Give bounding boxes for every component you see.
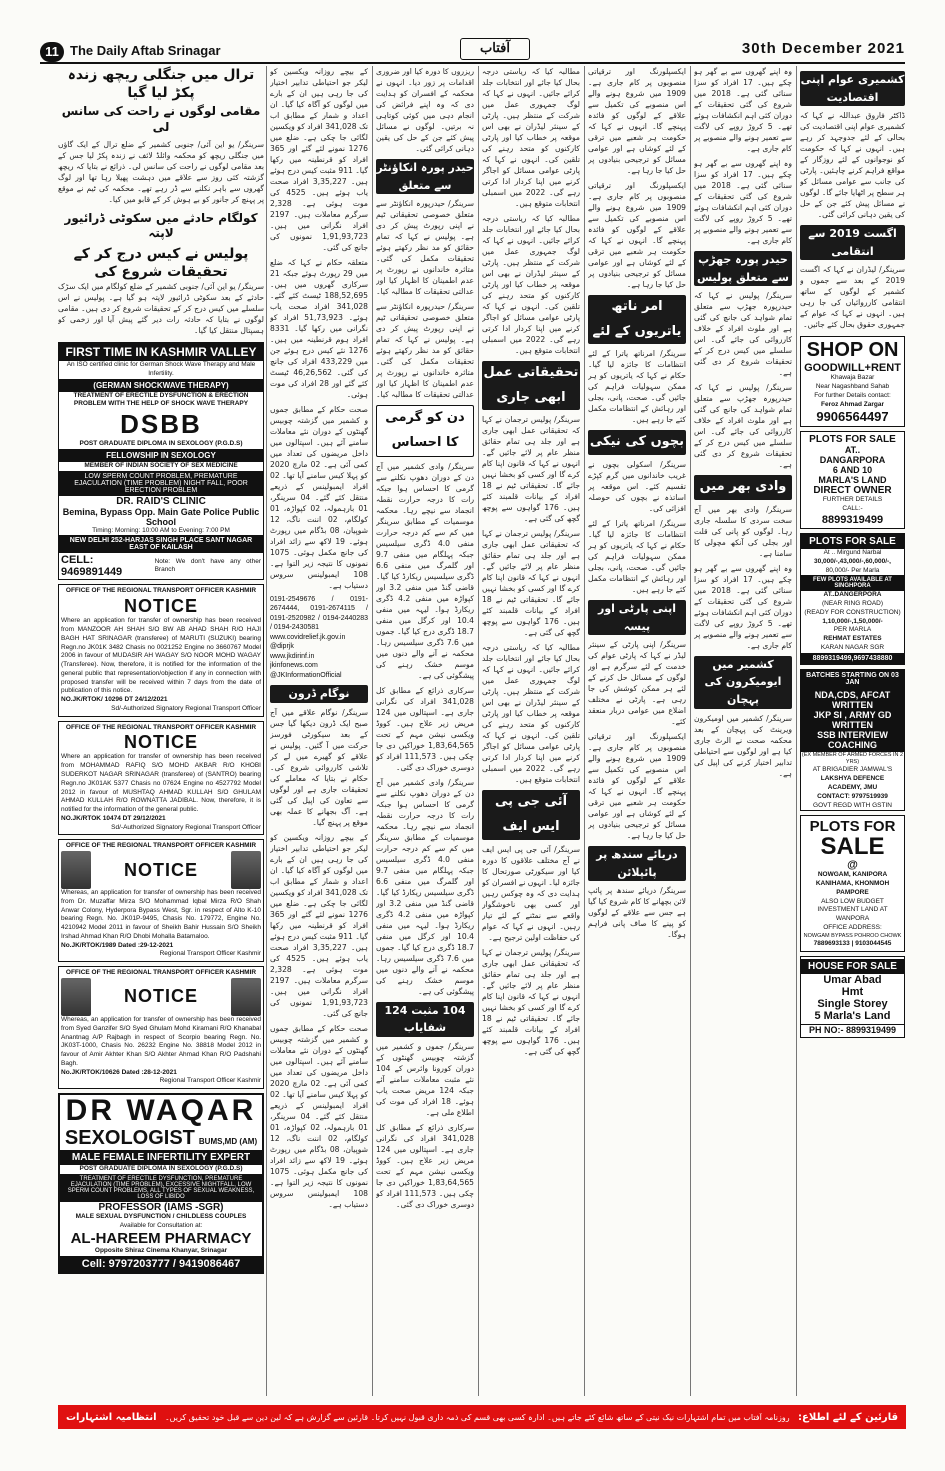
house-sale-ad <box>800 956 905 1038</box>
story-body: سرینگر/ وادی بھر میں آج سخت سردی کا سلسلہ جاری رہا۔ لوگوں کو پانی کی قلت اور بجلی کی آنکھ مچولی کا سامنا ہے۔ <box>694 504 792 558</box>
story-body: وہ اپنے گھروں سے بے گھر ہو چکے ہیں۔ 17 افراد کو سزا سنائی گئی ہے۔ 2018 میں شروع کی گئی تحقیقات کے دوران کئی اہم انکشافات ہوئے تھے۔ 5 کروڑ روپے کی لاگت سے تعمیر ہونے والے منصوبے پر کام جاری ہے۔ <box>694 67 792 153</box>
story-body: سرینگر/ یو این آئی/ جنوبی کشمیر کے ضلع ترال کے ایک گاؤں میں جنگلی ریچھ کو محکمہ وائلڈ لائف نے زندہ پکڑ لیا جس کے بعد مقامی لوگوں نے راحت کی سانس لی۔ ذرائع نے بتایا کہ ریچھ گزشتہ کئی روز سے علاقے میں دہشت پھیلا رہا تھا اور لوگ گھروں سے باہر نکلنے سے ڈر رہے تھے۔ محکمہ کی ٹیم نے موقع پر پہنچ کر جانور کو بے ہوش کر کے قابو میں کیا۔ <box>58 139 264 204</box>
notice-body: Whereas, an application for transfer of ownership has been received from Syed Ganzifer S/O Syed Ghulam Mohd Kiramani R/O Khanabal Anantnag A/P Rajbagh in respect of Scorpio bearing Regn. No. JK03T-1000, Chasis No. 26232 Engine No. 38818 Model 2012 in favour of Amir Akhter Khan S/O Akhter Ahmad Khan R/O Padshahi Bagh. <box>61 1015 261 1067</box>
notice-body: Whereas, an application for transfer of ownership has been received from Dr. Muzaffar Mirza S/O Mohammad Iqbal Mirza R/O Shah Anwar Colony, Hyderpora Bypass West, Sgr. in respect of Alto K-10 bearing Regn. No. JK01P-9495, Chasis No. 179772, Engine No. 4210942 Model 2011 in favour of Sheikh Bahir Hussain S/O Sheikh Irshad Ahmad Khan R/O Dhobi Mohalla Batamaloo. <box>61 889 261 940</box>
clinic-cell: CELL: 9469891449 <box>61 554 123 579</box>
clinic-note: Note: We don't have any other Branch <box>154 557 261 574</box>
section-header: حیدر پورہ انکاؤنٹر سے متعلق <box>376 159 474 194</box>
section-header: تحقیقاتی عمل ابھی جاری <box>482 361 580 410</box>
column-rule <box>372 66 373 1396</box>
notice-ad <box>58 584 264 716</box>
column-rule <box>796 66 797 1396</box>
story-body: سرینگر/ لیڈران نے کہا کہ اگست 2019 کے بعد سے جموں و کشمیر کے لوگوں کے ساتھ انتقامی کارروائیاں کی جا رہی ہیں۔ انہوں نے کہا کہ عوام کے جمہوری حقوق بحال کئے جائیں۔ <box>800 265 905 330</box>
nda-courses <box>801 688 904 752</box>
column-rule <box>266 66 267 1396</box>
nda-phone: CONTACT: 9797519939 <box>817 792 888 800</box>
footer-label: قارئین کے لئے اطلاع: <box>798 1411 898 1423</box>
story-body: سرینگر/ پولیس ترجمان نے کہا کہ تحقیقاتی عمل ابھی جاری ہے اور جلد ہی تمام حقائق منظر عام پر لائے جائیں گے۔ انہوں نے کہا کہ قانون اپنا کام کرے گا اور کسی کو بخشا نہیں جائے گا۔ تحقیقاتی ٹیم نے 18 افراد کے بیانات قلمبند کئے ہیں۔ 176 گواہوں سے پوچھ گچھ کی گئی ہے۔ <box>482 529 580 638</box>
plots-ad-line: KANIHAMA, KHONMOH <box>815 880 890 888</box>
story-body: سرکاری ذرائع کے مطابق کل 341,028 افراد کی نگرانی جاری ہے۔ اسپتالوں میں 124 مریض زیر علاج ہیں۔ کووڈ ویکسی نیشن مہم کے تحت 1,83,64,565 خوراکیں دی جا چکی ہیں۔ 111,573 افراد کو دوسری خوراک دی گئی۔ <box>376 685 474 772</box>
waqar-title-row <box>60 1127 262 1150</box>
plots-ad-line: At .. Mirgund Narbal <box>823 548 882 556</box>
section-header: دریائے سندھ پر پائپلائن <box>588 846 686 881</box>
paper-title: The Daily Aftab Srinagar <box>70 43 221 58</box>
page-header <box>40 38 905 64</box>
masthead-logo: آفتاب <box>460 38 530 60</box>
nda-line: LAKSHYA DEFENCE <box>820 775 885 783</box>
shop-ad-line: Feroz Ahmad Zargar <box>821 400 884 408</box>
notice-ref: NO.JK/RTOK/ 10296 DT 24/12/2021 <box>61 696 168 704</box>
plots-ad-phone: 8899319499,9697438880 <box>801 653 904 664</box>
plots-ad-line: 30,000/-,43,000/-,60,000/-, <box>814 557 891 565</box>
waqar-expert: MALE FEMALE INFERTILITY EXPERT <box>60 1150 262 1165</box>
notice-ref: No.JK/RTOK/1989 Dated :29-12-2021 <box>61 941 174 949</box>
plots-ad-line: AT..DANGERPORA <box>823 591 882 599</box>
story-body: سرینگر/ پولیس نے کہا کہ حیدرپورہ جھڑپ سے متعلق تمام شواہد کی جانچ کی گئی ہے اور ملوث افراد کے خلاف کارروائی کی جائے گی۔ اس سلسلے میں کیس درج کر کے تحقیقات شروع کر دی گئی ہے۔ <box>694 291 792 378</box>
plots-ad-title: PLOTS FOR <box>809 818 896 836</box>
plots-ad-line: REHMAT ESTATES <box>823 635 882 643</box>
notice-title: NOTICE <box>123 732 198 753</box>
plots-ad <box>800 533 905 665</box>
waqar-degree: BUMS,MD (AM) <box>198 1137 258 1147</box>
story-body: سرینگر/ دریائے سندھ پر پائپ لائن بچھانے کا کام شروع کیا گیا ہے جس سے علاقے کے لوگوں کو پینے کا صاف پانی فراہم ہوگا۔ <box>588 886 686 940</box>
waqar-avail: Available for Consultation at: <box>119 1221 203 1229</box>
story-body: وہ اپنے گھروں سے بے گھر ہو چکے ہیں۔ 17 افراد کو سزا سنائی گئی ہے۔ 2018 میں شروع کی گئی تحقیقات کے دوران کئی اہم انکشافات ہوئے تھے۔ 5 کروڑ روپے کی لاگت سے تعمیر ہونے والے منصوبے پر کام جاری ہے۔ <box>694 159 792 245</box>
section-header: دن کو گرمی کا احساس <box>376 405 474 456</box>
plots-ad-line: NOWGAM BYPASS POHROO CHOWK <box>803 932 902 939</box>
notice-ref: No.JK/RTOK/10626 Dated :28-12-2021 <box>61 1068 177 1076</box>
plots-ad-line: AT.. <box>844 445 861 456</box>
clinic-logo: DSBB <box>120 409 202 440</box>
notice-office: OFFICE OF THE REGIONAL TRANSPORT OFFICER KASHMIR <box>65 969 257 977</box>
plots-ad-line: INVESTMENT LAND AT WANPORA <box>817 906 888 923</box>
section-header: آئی جی پی ایس ایف <box>482 790 580 839</box>
nda-line: GOVT REGD WITH GSTIN <box>813 801 892 809</box>
story-body: سرینگر/ حیدرپورہ انکاؤنٹر سے متعلق خصوصی تحقیقاتی ٹیم نے اپنی رپورٹ پیش کر دی ہے۔ پولیس نے کہا کہ تمام حقائق کو مد نظر رکھتے ہوئے تحقیقات مکمل کی گئی۔ متاثرہ خاندانوں نے رپورٹ پر عدم اطمینان کا اظہار کیا اور عدالتی تحقیقات کا مطالبہ کیا۔ <box>376 199 474 297</box>
story-body: ڈاکٹر فاروق عبداللہ نے کہا کہ کشمیری عوام اپنی اقتصادیت کی بحالی کے لئے جدوجہد کر رہے ہیں۔ انہوں نے کہا کہ حکومت کو نوجوانوں کے لئے روزگار کے مواقع فراہم کرنے چاہئیں۔ پارٹی کی جانب سے عوامی مسائل کو ہر سطح پر اٹھایا جائے گا۔ لوگوں نے مسائل پیش کئے جن کے حل کی یقین دہانی کرائی گئی۔ <box>800 111 905 220</box>
clinic-ad-line: FELLOWSHIP IN SEXOLOGY <box>59 449 263 462</box>
story-body: سرینگر/ حیدرپورہ انکاؤنٹر سے متعلق خصوصی تحقیقاتی ٹیم نے اپنی رپورٹ پیش کر دی ہے۔ پولیس نے کہا کہ تمام حقائق کو مد نظر رکھتے ہوئے تحقیقات مکمل کی گئی۔ متاثرہ خاندانوں نے رپورٹ پر عدم اطمینان کا اظہار کیا اور عدالتی تحقیقات کا مطالبہ کیا۔ <box>376 302 474 400</box>
waqar-dys: MALE SEXUAL DYSFUNCTION / CHILDLESS COUPLES <box>75 1212 247 1220</box>
plots-ad-title: PLOTS FOR SALE <box>809 434 896 446</box>
story-body: ریزروں کا دورہ کیا اور ضروری اقدامات پر زور دیا۔ انہوں نے محکمہ کے افسران کو ہدایت دی کہ وہ اپنے فرائض کی انجام دہی میں کوئی کوتاہی نہ برتیں۔ لوگوں نے مسائل پیش کئے جن کے حل کی یقین دہانی کرائی گئی۔ <box>376 67 474 153</box>
notice-title: NOTICE <box>123 596 198 617</box>
notice-ad <box>58 966 264 1089</box>
story-body: مطالبہ کیا کہ ریاستی درجہ بحال کیا جائے اور انتخابات جلد کرائے جائیں۔ انہوں نے کہا کہ لوگ جمہوری عمل میں شرکت کے منتظر ہیں۔ پارٹی کے سینئر لیڈران نے بھی اس موقعہ پر خطاب کیا اور پارٹی کارکنوں کو متحد رہنے کی تلقین کی۔ انہوں نے کہا کہ پارٹی عوامی مسائل کو اجاگر کرنے میں اپنا کردار ادا کرتی رہے گی۔ 2022 میں اسمبلی انتخابات متوقع ہیں۔ <box>482 67 580 208</box>
story-body: ایکسپلورنگ اور ترقیاتی منصوبوں پر کام جاری ہے۔ 1909 میں شروع ہونے والے اس منصوبے کی تکمیل سے علاقے کے لوگوں کو فائدہ پہنچے گا۔ انہوں نے کہا کہ حکومت ہر شعبے میں ترقی کے لئے کوشاں ہے اور عوامی مسائل کو ترجیحی بنیادوں پر حل کیا جا رہا ہے۔ <box>588 181 686 289</box>
issue-date: 30th December 2021 <box>741 40 905 57</box>
waqar-cell: Cell: 9797203777 / 9419086467 <box>60 1256 262 1272</box>
clinic-delhi: NEW DELHI 252-HARJAS SINGH PLACE SANT NAGAR EAST OF KAILASH <box>59 535 263 553</box>
plots-ad-line: PER MARLA <box>833 626 872 634</box>
story-body: سرینگر/ اپنی پارٹی کے سینئر لیڈر نے کہا کہ پارٹی عوام کی خدمت کے لئے سرگرم ہے اور لوگوں کے مسائل حل کرنے کے لئے ہر ممکن کوشش کی جا رہی ہے۔ پارٹی نے مختلف اضلاع میں عوامی دربار منعقد کئے۔ <box>588 640 686 727</box>
story-body: ایکسپلورنگ اور ترقیاتی منصوبوں پر کام جاری ہے۔ 1909 میں شروع ہونے والے اس منصوبے کی تکمیل سے علاقے کے لوگوں کو فائدہ پہنچے گا۔ انہوں نے کہا کہ حکومت ہر شعبے میں ترقی کے لئے کوشاں ہے اور عوامی مسائل کو ترجیحی بنیادوں پر حل کیا جا رہا ہے۔ <box>588 67 686 175</box>
house-ad-line: Single Storey <box>817 997 888 1010</box>
plots-sale-ad <box>800 815 905 952</box>
shop-ad-phone: 9906564497 <box>816 409 889 425</box>
column-2 <box>270 66 368 1401</box>
plots-ad-line: NOWGAM, KANIPORA <box>817 871 888 879</box>
notice-office: OFFICE OF THE REGIONAL TRANSPORT OFFICER KASHMIR <box>65 723 257 731</box>
plots-ad-title: SALE <box>820 833 885 861</box>
story-body: ایکسپلورنگ اور ترقیاتی منصوبوں پر کام جاری ہے۔ 1909 میں شروع ہونے والے اس منصوبے کی تکمیل سے علاقے کے لوگوں کو فائدہ پہنچے گا۔ انہوں نے کہا کہ حکومت ہر شعبے میں ترقی کے لئے کوشاں ہے اور عوامی مسائل کو ترجیحی بنیادوں پر حل کیا جا رہا ہے۔ <box>588 732 686 841</box>
section-header: امر ناتھ یاتریوں کے لئے <box>588 295 686 344</box>
plots-ad-line: ALSO LOW BUDGET <box>821 897 884 905</box>
notice-body: Where an application for transfer of ownership has been received from MOHAMMAD RAFIQ S/O MOHD AKBAR R/O KHOBI SUDERKOT NAGAR SRINAGAR (transferee) of (SANTRO) bearing Regn.no JK01AK 5377 Chasis no 07624 Engine no 4527792 Model 2012 in favour of MUSHTAQ AHMAD KULLAH S/O GHULAM AHMAD KULLAH R/O ROWNATTA JADIBAL. Now, therefore, it is notified for the information of the general public. <box>61 753 261 814</box>
nda-line: SSB INTERVIEW COACHING <box>817 729 888 750</box>
story-body: صحت حکام کے مطابق جموں و کشمیر میں گزشتہ چوبیس گھنٹوں کے دوران نئے معاملات سامنے آئے ہیں۔ اسپتالوں میں داخل مریضوں کی تعداد میں کمی آئی ہے۔ 02 مارچ 2020 کو پہلا کیس سامنے آیا تھا۔ 02 افراد ایمبولینس کے ذریعے منتقل کئے گئے۔ 04 سرینگر، 01 بارہمولہ، 02 کپواڑہ، 01 کولگام، 02 اننت ناگ، 12 شوپیان، 08 بڈگام میں رپورٹ ہوئے۔ 19 لاکھ سے زائد افراد کی جانچ مکمل ہوئی۔ 1075 نمونوں کا نتیجہ زیر التوا ہے۔ 108 ایمبولینس سروس دستیاب ہے۔ <box>270 1023 368 1209</box>
notice-title: NOTICE <box>123 859 198 880</box>
shop-ad <box>800 336 905 427</box>
story-body: مطالبہ کیا کہ ریاستی درجہ بحال کیا جائے اور انتخابات جلد کرائے جائیں۔ انہوں نے کہا کہ لوگ جمہوری عمل میں شرکت کے منتظر ہیں۔ پارٹی کے سینئر لیڈران نے بھی اس موقعہ پر خطاب کیا اور پارٹی کارکنوں کو متحد رہنے کی تلقین کی۔ انہوں نے کہا کہ پارٹی عوامی مسائل کو اجاگر کرنے میں اپنا کردار ادا کرتی رہے گی۔ 2022 میں اسمبلی انتخابات متوقع ہیں۔ <box>482 643 580 785</box>
clinic-address: Bemina, Bypass Opp. Main Gate Police Public School <box>62 506 260 527</box>
section-header: نوگام ڈرون <box>270 685 368 703</box>
applicant-photo <box>61 978 91 1016</box>
footer-banner <box>58 1405 906 1429</box>
section-header: اپنی پارٹی اور پیسہ <box>588 600 686 635</box>
shop-ad-line: GOODWILL+RENT <box>804 362 901 375</box>
notice-body: Where an application for transfer of ownership has been received from MANZOOR AH SHAH S/O BW AB AHAD SHAH R/O HAJI BAGH HAT SRINAGAR (transferee) of MARUTI (SUZUKI) bearing Regn.no JK01K 3482 Chasis no 0021252 Engine no 3660767 Model 2006 in favour of MUDASIR AH WAGAY S/O NOOR MOHD WAGAY (Transferee). Now, therefore, it is notified for the information of the general public that representation/objection if any in connection with proposed transfer will be received within 7 days from the date of publication of this notice. <box>61 617 261 695</box>
story-body: سرینگر/ اسکولی بچوں نے غریب خاندانوں میں گرم کپڑے تقسیم کئے۔ اس موقعہ پر اساتذہ نے بچوں کی حوصلہ افزائی کی۔ <box>588 460 686 514</box>
clinic-ad-line: LOW SPERM COUNT PROBLEM, PREMATURE EJACULATION (TIME PROBLEM) NIGHT FALL, POOR ERECTION PROBLEM <box>59 471 263 496</box>
section-header: بچوں کی نیکی <box>588 430 686 455</box>
nda-line: (EX MEMBER OF ARMED FORCES IN 2 YRS) <box>801 751 904 766</box>
story-headline: ترال میں جنگلی ریچھ زندہ پکڑ لیا گیا <box>67 67 255 102</box>
plots-ad-line: 80,000/- Per Marla <box>825 566 880 574</box>
clinic-ad-line: (GERMAN SHOCKWAVE THERAPY) <box>59 379 263 392</box>
notice-title-row <box>61 978 261 1016</box>
story-body: سرینگر/ وادی کشمیر میں آج دن کے دوران دھوپ نکلنے سے گرمی کا احساس ہوا جبکہ رات کا درجہ حرارت نقطہ انجماد سے نیچے رہا۔ محکمہ موسمیات کے مطابق سرینگر میں کم سے کم درجہ حرارت منفی 4.0 ڈگری سیلسیس جبکہ پہلگام میں منفی 9.7 اور گلمرگ میں منفی 6.6 ڈگری سیلسیس ریکارڈ کیا گیا۔ قاضی گنڈ میں منفی 3.2 اور کپواڑہ میں منفی 4.2 ڈگری ریکارڈ ہوا۔ لیہہ میں منفی 10.4 اور کرگل میں منفی 18.7 ڈگری درج کیا گیا۔ جموں میں 7.6 ڈگری سیلسیس رہا۔ محکمہ نے آنے والے دنوں میں موسم خشک رہنے کی پیشگوئی کی ہے۔ <box>376 461 474 680</box>
house-ad-line: Umar Abad <box>823 973 882 986</box>
section-header: وادی بھر میں <box>694 475 792 500</box>
covid-relief-link[interactable]: www.covidrelief.jk.gov.in <box>270 633 346 641</box>
section-header: 104 مثبت 124 شفایاب <box>376 1002 474 1037</box>
plots-ad-line: KARAN NAGAR SGR <box>820 643 885 651</box>
story-subheadline: پولیس نے کیس درج کر کے تحقیقات شروع کی <box>73 245 249 280</box>
at-symbol: @ <box>847 859 858 872</box>
story-body: سرینگر/ نوگام علاقے میں آج صبح ایک ڈرون دیکھا گیا جس کے بعد سیکورٹی فورسز حرکت میں آ گئیں۔ پولیس نے علاقے کو گھیرے میں لے کر تلاشی کارروائی شروع کی۔ حکام نے بتایا کہ معاملے کی تحقیقات جاری ہے اور لوگوں سے تعاون کی اپیل کی گئی ہے۔ آگ بجھانے کا عملہ بھی موقع پر پہنچ گیا۔ <box>270 707 368 827</box>
notice-ad <box>58 839 264 962</box>
notice-office: OFFICE OF THE REGIONAL TRANSPORT OFFICER KASHMIR <box>65 842 257 850</box>
footer-disclaimer: روزنامہ آفتاب میں تمام اشتہارات نیک نیتی کے ساتھ شائع کئے جاتے ہیں۔ ادارہ کسی بھی قسم کی ذمہ داری قبول نہیں کرتا۔ قارئین سے گزارش ہے کہ لین دین سے قبل خود تحقیق کریں۔ <box>164 1412 790 1422</box>
clinic-ad-line: MEMBER OF INDIAN SOCIETY OF SEX MEDICINE <box>84 461 238 469</box>
story-body: صحت حکام کے مطابق جموں و کشمیر میں گزشتہ چوبیس گھنٹوں کے دوران نئے معاملات سامنے آئے ہیں۔ اسپتالوں میں داخل مریضوں کی تعداد میں کمی آئی ہے۔ 02 مارچ 2020 کو پہلا کیس سامنے آیا تھا۔ 02 افراد ایمبولینس کے ذریعے منتقل کئے گئے۔ 04 سرینگر، 01 بارہمولہ، 02 کپواڑہ، 01 کولگام، 02 اننت ناگ، 12 شوپیان، 08 بڈگام میں رپورٹ ہوئے۔ 19 لاکھ سے زائد افراد کی جانچ مکمل ہوئی۔ 1075 نمونوں کا نتیجہ زیر التوا ہے۔ 108 ایمبولینس سروس دستیاب ہے۔ <box>270 405 368 590</box>
column-rule <box>690 66 691 1396</box>
plots-ad-line: 1,10,000/-,1,50,000/- <box>822 617 883 625</box>
house-ad-line: 5 Marla's Land <box>814 1009 891 1022</box>
defence-academy-ad <box>800 669 905 812</box>
story-body: سرینگر/ آئی جی پی ایس ایف نے آج مختلف علاقوں کا دورہ کیا اور سیکورٹی صورتحال کا جائزہ لیا۔ انہوں نے افسران کو ہدایت دی کہ وہ چوکس رہیں اور کسی بھی ناخوشگوار واقعے سے نمٹنے کے لئے تیار رہیں۔ انہوں نے کہا کہ عوام کی حفاظت اولین ترجیح ہے۔ <box>482 844 580 942</box>
house-ad-line: Hmt <box>841 985 864 998</box>
plots-ad-line: 6 AND 10 <box>832 465 873 476</box>
column-6 <box>694 66 792 1401</box>
plots-ad-line: (NEAR RING ROAD) <box>821 600 884 608</box>
applicant-photo <box>61 851 91 889</box>
section-header: کشمیری عوام اپنی اقتصادیت <box>800 71 905 106</box>
shop-ad-line: Near Nagashband Sahab <box>815 383 890 391</box>
notice-office: OFFICE OF THE REGIONAL TRANSPORT OFFICER KASHMIR <box>65 587 257 595</box>
story-subheadline: مقامی لوگوں نے راحت کی سانس لی <box>61 104 261 134</box>
notice-sign: Regional Transport Officer Kashmir <box>159 950 261 958</box>
plots-ad-line: OFFICE ADDRESS: <box>823 923 882 931</box>
notice-sign: Regional Transport Officer Kashmir <box>159 1077 261 1085</box>
helpline-numbers: 0191-2549676 / 0191-2674444, 0191-2674115 / 0191-2520982 / 0194-2440283 / 0194-2430581 <box>270 596 368 632</box>
story-body: سرینگر/ امرناتھ یاترا کے لئے انتظامات کا جائزہ لیا گیا۔ حکام نے کہا کہ یاتریوں کو ہر ممکن سہولیات فراہم کی جائیں گی۔ صحت، پانی، بجلی اور رہائش کے انتظامات مکمل کئے جا رہے ہیں۔ <box>588 519 686 595</box>
story-body: سرینگر/ جموں و کشمیر میں گزشتہ چوبیس گھنٹوں کے دوران کورونا وائرس کے 104 نئے مثبت معاملات سامنے آئے جبکہ 124 مریض صحت یاب ہوئے۔ 18 افراد کی موت کی اطلاع ملی ہے۔ <box>376 1041 474 1117</box>
clinic-ad-title: FIRST TIME IN KASHMIR VALLEY <box>59 343 263 361</box>
story-body: سرینگر/ وادی کشمیر میں آج دن کے دوران دھوپ نکلنے سے گرمی کا احساس ہوا جبکہ رات کا درجہ حرارت نقطہ انجماد سے نیچے رہا۔ محکمہ موسمیات کے مطابق سرینگر میں کم سے کم درجہ حرارت منفی 4.0 ڈگری سیلسیس جبکہ پہلگام میں منفی 9.7 اور گلمرگ میں منفی 6.6 ڈگری سیلسیس ریکارڈ کیا گیا۔ قاضی گنڈ میں منفی 3.2 اور کپواڑہ میں منفی 4.2 ڈگری ریکارڈ ہوا۔ لیہہ میں منفی 10.4 اور کرگل میں منفی 18.7 ڈگری درج کیا گیا۔ جموں میں 7.6 ڈگری سیلسیس رہا۔ محکمہ نے آنے والے دنوں میں موسم خشک رہنے کی پیشگوئی کی ہے۔ <box>376 777 474 996</box>
plots-ad <box>800 431 905 529</box>
column-rule <box>584 66 585 1396</box>
plots-ad-phone: 8899319499 <box>821 513 884 526</box>
shop-ad-title: SHOP ON <box>806 339 899 362</box>
notice-title-row <box>61 851 261 889</box>
story-body: سرینگر/ امرناتھ یاترا کے لئے انتظامات کا جائزہ لیا گیا۔ حکام نے کہا کہ یاتریوں کو ہر ممکن سہولیات فراہم کی جائیں گی۔ صحت، پانی، بجلی اور رہائش کے انتظامات مکمل کئے جا رہے ہیں۔ <box>588 349 686 425</box>
section-header: حیدر پورہ جھڑپ سے متعلق پولیس <box>694 251 792 286</box>
clinic-name: DR. RAID'S CLINIC <box>116 495 206 507</box>
column-4 <box>482 66 580 1401</box>
house-ad-phone: PH NO:- 8899319499 <box>801 1024 904 1035</box>
story-body: سرینگر/ پولیس ترجمان نے کہا کہ تحقیقاتی عمل ابھی جاری ہے اور جلد ہی تمام حقائق منظر عام پر لائے جائیں گے۔ انہوں نے کہا کہ قانون اپنا کام کرے گا اور کسی کو بخشا نہیں جائے گا۔ تحقیقاتی ٹیم نے 18 افراد کے بیانات قلمبند کئے ہیں۔ 176 گواہوں سے پوچھ گچھ کی گئی ہے۔ <box>482 415 580 524</box>
clinic-ad-line: POST GRADUATE DIPLOMA IN SEXOLOGY (P.G.D.S) <box>79 440 243 448</box>
story-body: سرکاری ذرائع کے مطابق کل 341,028 افراد کی نگرانی جاری ہے۔ اسپتالوں میں 124 مریض زیر علاج ہیں۔ کووڈ ویکسی نیشن مہم کے تحت 1,83,64,565 خوراکیں دی جا چکی ہیں۔ 111,573 افراد کو دوسری خوراک دی گئی۔ <box>376 1122 474 1209</box>
plots-ad-line: CALL:- <box>842 505 863 513</box>
clinic-ad <box>58 342 264 580</box>
waqar-pg: POST GRADUATE DIPLOMA IN SEXOLOGY (P.G.D.S) <box>79 1165 243 1173</box>
waqar-address: Opposite Shiraz Cinema Khanyar, Srinagar <box>94 1247 228 1255</box>
story-body: سرینگر/ کشمیر میں اومیکرون ویرینٹ کی پہچان کے بعد محکمہ صحت نے الرٹ جاری کیا ہے اور لوگوں سے احتیاطی تدابیر اختیار کرنے کی اپیل کی ہے۔ <box>694 713 792 778</box>
story-body: متعلقہ حکام نے کہا کہ ضلع میں 29 رپورٹ ہوئے جبکہ 21 سرکاری گھروں میں ہیں۔ 188,52,695 ٹیسٹ کئے گئے۔ 341,028 افراد صحت یاب ہوئے۔ 51,73,923 افراد کو نگرانی میں رکھا گیا۔ 8331 افراد ہوم قرنطینہ میں ہیں۔ 1276 نئے کیس درج ہوئے جن میں 433,229 افراد کی جانچ کی گئی۔ 46,26,562 ٹیسٹ کئے گئے اور 28 افراد کی موت ہوئی۔ <box>270 258 368 399</box>
waqar-body: TREATMENT OF ERECTILE DYSFUNCTION, PREMATURE EJACULATION (TIME PROBLEM), EXCESSIVE NIGHTFALL, LOW SPERM COUNT PROBLEMS, ALL TYPES OF SEXUAL WEAKNESS, LOSS OF LIBIDO <box>60 1174 262 1202</box>
facebook-handle[interactable]: @JKInformationOfficial <box>270 671 342 679</box>
nda-line: NDA,CDS, AFCAT WRITTEN <box>814 689 891 710</box>
plots-ad-line: (READY FOR CONSTRUCTION) <box>804 608 901 616</box>
column-left <box>58 66 264 1401</box>
clinic-contact-row <box>59 553 263 579</box>
applicant-photo <box>231 978 261 1016</box>
waqar-name: DR WAQAR <box>65 1094 257 1128</box>
nda-line: JKP SI , ARMY GD WRITTEN <box>813 709 892 730</box>
story-body: سرینگر/ یو این آئی/ جنوبی کشمیر کے ضلع کولگام میں ایک سڑک حادثے کے بعد سکوٹی ڈرائیور لاپتہ ہو گیا ہے۔ پولیس نے اس سلسلے میں کیس درج کر کے تحقیقات شروع کر دی ہیں۔ مقامی لوگوں نے بتایا کہ حادثہ رات دیر گئے پیش آیا اور زخمی کو ہسپتال منتقل کیا گیا۔ <box>58 282 264 336</box>
plots-ad-title: PLOTS FOR SALE <box>801 534 904 549</box>
column-rule <box>478 66 479 1396</box>
shop-ad-line: Khawaja Bazar <box>830 374 875 382</box>
jkinfonews-link[interactable]: jkinfonews.com <box>270 662 318 670</box>
dirinf-link[interactable]: www.jkdirinf.in <box>270 652 315 660</box>
plots-ad-phone: 7889693133 | 9103044545 <box>813 940 892 948</box>
clinic-ad-line: An ISO certified clinic for German Shock Wave Therapy and Male Infertility. <box>66 361 256 377</box>
waqar-title: SEXOLOGIST <box>64 1127 195 1150</box>
plots-ad-line: MARLA'S LAND <box>818 475 887 486</box>
plots-ad-line: FURTHER DETAILS <box>822 496 883 504</box>
plots-ad-line: PAMPORE <box>836 888 869 896</box>
plots-ad-line: FEW PLOTS AVAILABLE AT SINGHPORA <box>801 575 904 591</box>
waqar-prof: PROFESSOR (IAMS -SGR) <box>98 1201 224 1213</box>
section-header: اگست 2019 سے انتقامی <box>800 225 905 260</box>
column-5 <box>588 66 686 1401</box>
shop-ad-line: For further Details contact: <box>814 391 891 399</box>
footer-sign: انتظامیہ اشتہارات <box>66 1411 157 1423</box>
house-ad-title: HOUSE FOR SALE <box>801 959 904 974</box>
plots-ad-line: DANGARPORA <box>819 455 886 466</box>
notice-sign: Sd/-Authorized Signatory Regional Transport Officer <box>111 823 261 831</box>
notice-ad <box>58 721 264 836</box>
notice-sign: Sd/-Authorized Signatory Regional Transport Officer <box>111 704 261 712</box>
applicant-photo <box>231 851 261 889</box>
nda-line: ACADEMY, JMU <box>827 784 878 791</box>
dr-waqar-ad <box>58 1093 264 1274</box>
clinic-ad-line: TREATMENT OF ERECTILE DYSFUNCTION & ERECTION PROBLEM WITH THE HELP OF SHOCK WAVE THERAPY <box>73 391 249 408</box>
nda-line: BATCHES STARTING ON 03 JAN <box>801 670 904 688</box>
story-body: مطالبہ کیا کہ ریاستی درجہ بحال کیا جائے اور انتخابات جلد کرائے جائیں۔ انہوں نے کہا کہ لوگ جمہوری عمل میں شرکت کے منتظر ہیں۔ پارٹی کے سینئر لیڈران نے بھی اس موقعہ پر خطاب کیا اور پارٹی کارکنوں کو متحد رہنے کی تلقین کی۔ انہوں نے کہا کہ پارٹی عوامی مسائل کو اجاگر کرنے میں اپنا کردار ادا کرتی رہے گی۔ 2022 میں اسمبلی انتخابات متوقع ہیں۔ <box>482 214 580 355</box>
story-body: سرینگر/ پولیس ترجمان نے کہا کہ تحقیقاتی عمل ابھی جاری ہے اور جلد ہی تمام حقائق منظر عام پر لائے جائیں گے۔ انہوں نے کہا کہ قانون اپنا کام کرے گا اور کسی کو بخشا نہیں جائے گا۔ تحقیقاتی ٹیم نے 18 افراد کے بیانات قلمبند کئے ہیں۔ 176 گواہوں سے پوچھ گچھ کی گئی ہے۔ <box>482 947 580 1056</box>
notice-title: NOTICE <box>123 986 198 1007</box>
column-right <box>800 66 905 1401</box>
story-body: وہ اپنے گھروں سے بے گھر ہو چکے ہیں۔ 17 افراد کو سزا سنائی گئی ہے۔ 2018 میں شروع کی گئی تحقیقات کے دوران کئی اہم انکشافات ہوئے تھے۔ 5 کروڑ روپے کی لاگت سے تعمیر ہونے والے منصوبے پر کام جاری ہے۔ <box>694 563 792 650</box>
story-body: کے بیچے روزانہ ویکسین کو لیکر جو احتیاطی تدابیر اختیار کی جا رہی ہیں ان کے بارے میں لوگوں کو آگاہ کیا گیا۔ ان اعداد و شمار کے مطابق اب تک 341,028 افراد کو ویکسین لگائی جا چکی ہے۔ ضلع میں 1276 نمونے لئے گئے اور 365 افراد کو قرنطینہ میں رکھا گیا۔ 911 مثبت کیس درج ہوئے ہیں۔ 3,35,227 افراد صحت یاب ہوئے ہیں۔ 4525 کی موت ہوئی ہے۔ 2,328 سرگرم معاملات ہیں۔ 2197 افراد نگرانی میں ہیں۔ 1,91,93,723 نمونوں کی جانچ کی گئی۔ <box>270 832 368 1018</box>
plots-ad-line: DIRECT OWNER <box>813 485 892 497</box>
story-headline: کولگام حادثے میں سکوٹی ڈرائیور لاپتہ <box>64 210 258 241</box>
column-3 <box>376 66 474 1401</box>
story-body: کے بیچے روزانہ ویکسین کو لیکر جو احتیاطی تدابیر اختیار کی جا رہی ہیں ان کے بارے میں لوگوں کو آگاہ کیا گیا۔ ان اعداد و شمار کے مطابق اب تک 341,028 افراد کو ویکسین لگائی جا چکی ہے۔ ضلع میں 1276 نمونے لئے گئے اور 365 افراد کو قرنطینہ میں رکھا گیا۔ 911 مثبت کیس درج ہوئے ہیں۔ 3,35,227 افراد صحت یاب ہوئے ہیں۔ 4525 کی موت ہوئی ہے۔ 2,328 سرگرم معاملات ہیں۔ 2197 افراد نگرانی میں ہیں۔ 1,91,93,723 نمونوں کی جانچ کی گئی۔ <box>270 67 368 252</box>
notice-ref: NO.JK/RTOK 10474 DT 29/12/2021 <box>61 814 166 822</box>
page-number: 11 <box>40 42 64 62</box>
section-header: کشمیر میں ایومیکرون کی پہچان <box>694 656 792 709</box>
waqar-pharmacy: AL-HAREEM PHARMACY <box>70 1230 252 1248</box>
nda-line: AT BRIGADIER JAMWAL'S <box>812 766 893 774</box>
clinic-timing: Timing: Morning: 10:00 AM to Evening: 7:00 PM <box>92 526 230 534</box>
twitter-handle[interactable]: @diprjk <box>270 643 294 651</box>
story-body: سرینگر/ پولیس نے کہا کہ حیدرپورہ جھڑپ سے متعلق تمام شواہد کی جانچ کی گئی ہے اور ملوث افراد کے خلاف کارروائی کی جائے گی۔ اس سلسلے میں کیس درج کر کے تحقیقات شروع کر دی گئی ہے۔ <box>694 383 792 470</box>
